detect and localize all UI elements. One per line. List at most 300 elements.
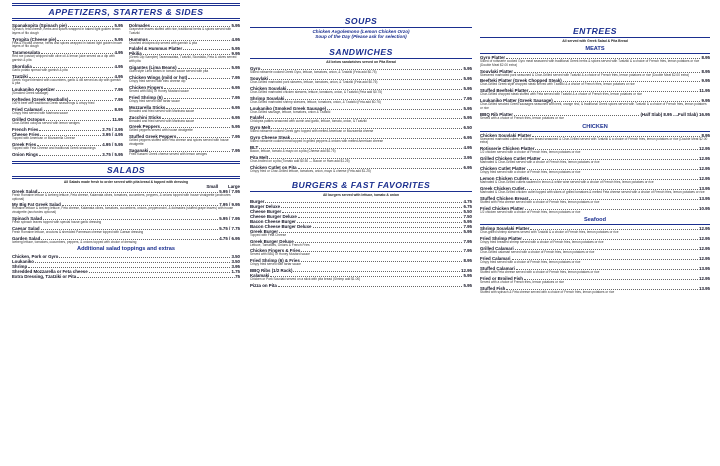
divider [12,3,240,6]
menu-item-desc: Served with BBQ or Honey Mustard sauce [250,252,310,257]
menu-item-desc: Char-Grilled Greek style chopped steak served with Tzatziki & a choice of French fries, lemon potatoes or rice [480,82,635,87]
menu-item-desc: Char-Grilled marinated shrimp skewers, lettuce, tomatoes, onion, & Tzatziki (Feta add $0.75) [250,99,381,104]
menu-item-name: Garden Salad [12,235,41,241]
soup-line-2: Soup of the Day (Please ask for selection) [315,34,407,39]
menu-item-desc: Fresh Romaine lettuce, croutons & shredded Parmesan cheese topped with Caesar dressing [12,229,144,234]
chicken-list [480,133,710,215]
menu-item-name: Chicken Cutlet Platter [480,165,526,171]
menu-item-desc: Fresh spinach leaves topped with special house garlic dressing [12,219,102,224]
menu-item-row [12,274,240,279]
menu-item-price: (Half Slab) 8.95 ....Full Slab) 16.95 [640,111,710,117]
menu-item-desc: 1/2 chicken served with a choice of French fries, lemon potatoes or rice [480,150,581,155]
leader-dots [281,207,462,208]
menu-item [250,106,472,115]
menu-item [12,202,240,214]
menu-item [250,239,472,248]
menu-item-desc: Topped with Feta Cheese [250,232,287,237]
menu-item-price: 5.95 [463,85,472,91]
menu-item [480,88,710,97]
menu-item-price: 12.95 [699,146,710,152]
menu-item [250,135,472,144]
menu-item [12,152,123,157]
menu-item-name: Stuffed Fish [480,285,506,291]
menu-item-row [12,152,123,157]
chicken-title: CHICKEN [582,123,608,130]
menu-item-desc: Crispy fried served with tartar sauce [250,262,301,267]
menu-item [129,134,240,146]
menu-item-desc: Marinated & Char-Grilled chicken cutlet topped with slices of grilled tomatoes & melted Feta cheese served with a choice of French fries, lemon potatoes or rice [480,189,705,194]
menu-item [480,186,710,195]
menu-item-name: Keftedes (Greek Meatballs) [12,97,69,103]
menu-item [129,85,240,94]
leader-dots [301,251,462,252]
menu-item-desc: Served with a choice of French fries, lemon potatoes or rice [480,279,564,284]
menu-item-name: Dolmades [129,23,150,28]
menu-item [250,165,472,174]
menu-item [480,112,710,121]
menu-item-desc: Served with a choice of French fries, lemon potatoes or rice [480,115,564,120]
menu-item [480,276,710,285]
menu-item-name: Onion Rings [12,151,39,157]
appetizers-title: APPETIZERS, STARTERS & SIDES [48,7,204,17]
menu-item-name: Pizza on Pita [250,283,277,289]
menu-item-name: BLT [250,145,259,151]
leader-dots [265,202,462,203]
menu-item-desc: Char-grilled shrimp skewers served with Tzatziki & a choice of French fries, lemon potatoes or rice [480,230,619,235]
menu-item-name: Gigantes (Lima Beans) [129,65,177,71]
seafood-title: Seafood [583,217,607,224]
menu-item-name: My Big Fat Greek Salad [12,202,61,208]
menu-item [129,95,240,104]
menu-item-name: Skordalia [12,63,32,69]
menu-item-name: Shrimp Souvlaki Platter [480,226,530,232]
menu-item-desc: 100% beef with traditional Greek seasonings & crispy fried [12,101,95,106]
menu-item-desc: Chickpea patties seasoned with cumin and garlic, lettuce, tomato, onion, & Tzatziki [250,119,367,124]
menu-item [480,146,710,155]
menu-item [12,236,240,245]
menu-item-price: 5.95 / 7.95 [219,188,240,194]
leader-dots [35,262,230,263]
menu-item-price: 7.95 [463,248,472,254]
menu-item-price: 3.50 [231,259,240,265]
menu-item [250,229,472,238]
menu-item-price: 12.95 [461,268,472,274]
menu-item-price: 5.95 [463,75,472,81]
menu-item [12,107,123,116]
menu-item-desc: Crushed chickpea dip served with garnish & pita [129,40,198,45]
menu-item [129,148,240,157]
menu-item-name: Stuffed Greek Peppers [129,134,177,140]
menu-item [250,273,472,282]
menu-item-price: 5.95 [463,273,472,279]
meats-title: MEATS [585,46,605,52]
sandwiches-list [250,66,472,174]
leader-dots [298,217,463,218]
leader-dots [188,78,230,79]
menu-item-price: 2.75 / 3.95 [102,126,123,132]
menu-item-price: 5.75 / 7.75 [219,225,240,231]
extras-title: Additional salad toppings and extras [77,246,175,253]
menu-item-name: Chicken, Pork or Gyro [12,254,59,260]
menu-item-name: Stuffed Calamari [480,265,515,271]
menu-item-price: 13.95 [699,265,710,271]
menu-item-price: 4.75 / 6.95 [219,235,240,241]
menu-item-desc: Bacon, lettuce, tomato & mayo on a pita (Cheese add $0.75) [250,149,336,154]
menu-item-price: 4.95 [231,36,240,42]
menu-item-name: Grilled Calamari [480,245,514,251]
menu-item-name: Stuffed Beefteki Platter [480,88,529,94]
entrees-note: All served with Greek Salad & Pita Bread [562,39,628,43]
leader-dots [39,155,101,156]
menu-item-desc: Chicken or Pork Souvlaki served on a stick with pita bread (Shrimp add $1.00) [250,277,361,282]
menu-item-name: Extra Dressing, Tzatziki or Pita [12,274,77,280]
menu-item-name: Grilled Chicken Cutlet Platter [480,156,541,162]
menu-item-price: 8.95 [463,258,472,264]
menu-item-price: 7.95 [231,94,240,100]
menu-item [480,256,710,265]
menu-item-desc: Grapevine leaves stuffed with rice, traditional herbs & spices served with Tzatziki [129,27,232,35]
menu-item-name: Kalamaki [250,273,270,279]
menu-item-price: 3.75 / 5.95 [102,151,123,157]
menu-item-name: Greek Burger [250,228,279,234]
menu-item-price: 13.95 [699,195,710,201]
menu-item-name: Burger Deluxe [250,203,281,209]
salads-list [12,189,240,245]
appetizers-grid [12,23,240,158]
entrees-title: ENTREES [572,26,618,36]
menu-item-name: Souvlaki Platter [480,68,513,74]
appetizers-right [129,23,240,158]
menu-item [12,23,123,35]
divider [12,176,240,179]
leader-dots [279,232,462,233]
menu-item-price: 5.95 [114,23,123,28]
menu-item-price: 7.95 [114,87,123,93]
menu-item-desc: Crispy fried or Char-Grilled lettuce, tomatoes, onion, mayo & cheese (Feta add $1.25) [250,168,371,173]
menu-item-desc: Romaine lettuce & iceberg lettuce, Feta cheese, Kalamata olives, tomatoes, cucumbers, onions, pepperoncini, & dolmades (stuffed grape leaves) with house vinaigrette (anchovies optional) [12,206,234,215]
menu-item-price: 7.50 [463,213,472,219]
burgers-title: BURGERS & FAST FAVORITES [291,179,431,190]
divider [12,161,240,164]
menu-item-price: 9.95 [231,51,240,57]
menu-item-price: 11.95 [112,116,123,122]
menu-item-desc: (Smoked Greek sausage) [12,91,49,96]
divider [480,53,710,54]
menu-item-desc: Char-Grilled octopus served with lemon wedges [12,120,80,125]
menu-item-desc: Iceberg lettuce, tomatoes, cucumbers, peppers, & onions topped with choice of dressing [12,239,137,244]
menu-item-price: 7.95 [114,97,123,103]
menu-item-name: Cheese Burger [250,208,282,214]
menu-item-price: 4.75 [463,198,472,204]
menu-item [12,64,123,73]
menu-item-name: Loukaniko Appetizer [12,87,56,93]
menu-item-name: Cheese Fries [12,131,40,137]
menu-item-name: Bacon Cheese Burger [250,218,296,224]
salads-title: SALADS [106,164,146,175]
menu-item [12,74,123,86]
menu-item [250,283,472,288]
menu-item-name: Tzatziki [12,73,28,79]
menu-item-name: Tyropita (Cheese pie) [12,36,57,42]
menu-item [12,132,123,141]
divider [480,131,710,132]
right-column [480,0,710,466]
menu-item [480,98,710,110]
leader-dots [59,257,230,258]
menu-item [250,66,472,75]
menu-item [480,176,710,185]
menu-item-desc: (Greek Dip Sampler) Taramosalata, Tzatziki, Skordalia, Feta & olives served with pita [129,55,237,64]
menu-item [250,86,472,95]
menu-item-desc: Sliced rotisserie cooked Greek Gyro, lettuce, tomatoes, onion, & Tzatziki (Feta add $0.75) [250,70,377,74]
menu-item-price: 5.95 [463,218,472,224]
menu-item-name: Chicken Fingers & Fries [250,248,301,254]
menu-item-price: 4.95 [114,73,123,79]
leader-dots [301,261,463,262]
menu-item-desc: Marinated & Char-Grilled served with a choice of French fries, lemon potatoes or rice [480,160,600,165]
menu-item-name: Bacon Cheese Burger Deluxe [250,223,312,229]
menu-item-price: 5.95 [114,36,123,42]
menu-item-price: 12.95 [699,226,710,232]
menu-item [480,196,710,205]
leader-dots [89,272,231,273]
menu-item-desc: Char-Grilled chopped steak stuffed with Feta served with Tzatziki & a choice of French fries, lemon potatoes or rice [480,92,642,97]
menu-item [12,216,240,225]
menu-item-desc: Breaded and fried served with Marinara sauce [129,108,195,113]
menu-item [480,226,710,235]
menu-item-name: Gyro Platter [480,55,506,60]
menu-item-desc: Char-Grilled marinated chicken skewers, lettuce, tomatoes, onion, & Tzatziki (Feta add $0.75) [250,89,383,94]
menu-item-price: 3.95 [463,155,472,161]
menu-item-price: 7.95 / 9.95 [219,202,240,208]
menu-item-price: 5.95 [463,105,472,111]
menu-item-name: Fried Shrimp (6) & Fries [250,258,300,264]
menu-item-price: 7.95 [231,74,240,80]
menu-item-name: Pikilia [129,51,142,57]
menu-item-desc: Greek Yogurt blended with cucumbers, garlic & dill served as dip with garnish & pita [12,77,121,86]
menu-item [480,55,710,67]
menu-item-price: 6.95 [231,114,240,120]
sandwiches-note: All below sandwiches served on Pita Bread [326,60,396,64]
menu-item-name: Chicken Fingers [129,84,164,90]
menu-item-name: Fried Chicken Platter [480,205,524,211]
menu-item-desc: Skewered marinated cubes of chicken breast seasoned & Char-Grilled served with Tzatziki & a choice of French fries, lemon potatoes or rice (Double Meat $2.00 extra) [480,136,708,145]
menu-item-desc: Red roe (caviar) whipped with olive oil & lemon juice served as a dip with garnish & pita [12,54,115,62]
menu-item [250,258,472,267]
menu-item-price: 3.50 [231,254,240,260]
menu-item-name: Loukaniko [12,259,34,265]
menu-item-name: Greek Fries [12,141,37,147]
menu-item-name: Hummus [129,36,148,42]
divider [480,224,710,225]
menu-item-name: Gyro [250,66,261,71]
menu-item-price: 12.95 [699,165,710,171]
menu-item [250,145,472,154]
menu-item-name: French Fries [12,126,39,132]
menu-item-price: 8.95 [701,55,710,60]
menu-item [129,75,240,84]
appetizers-left [12,23,123,158]
menu-item-price: 5.95 [463,66,472,71]
menu-item-desc: Spinach, feta cheese, herbs and spices wrapped in baked light golden brown layers of filo dough [12,27,121,35]
menu-item-desc: Stuffed with Feta cheese served with a choice of French fries, lemon potatoes or rice [480,199,600,204]
menu-item-desc: Sliced rotisserie cooked Greek gyro topped with melted American or Mozzarella cheese [250,129,374,134]
menu-item-price: 6.95 [463,164,472,170]
menu-item-price: 1.75 [231,269,240,275]
menu-item-desc: Topped with Feta Cheese and traditional Greek seasonings [12,145,96,150]
menu-item-desc: Char-Grilled sausage, lettuce, tomatoes, onion & Tzatziki [250,109,331,114]
sandwiches-title: SANDWICHES [329,47,393,57]
menu-item-name: Greek Chicken Cutlet [480,185,525,191]
menu-item-name: BBQ Ribs (1/2 Rack) [250,268,293,274]
menu-item-price: 5.95 [463,228,472,234]
salads-note: All Salads made fresh to order served with pita bread & topped with dressing [63,179,189,184]
menu-item-name: Cheese Burger Deluxe [250,213,297,219]
divider [12,18,240,21]
menu-item [129,115,240,124]
menu-item-price: 3.95 / 4.95 [102,131,123,137]
menu-item-name: Shredded Mozzarella or Feta cheese [12,269,88,275]
menu-item-name: Fried Calamari [480,255,511,261]
burgers-note: All burgers served with lettuce, tomato & onion [322,192,400,197]
menu-item-desc: Garlic potato spread with garnish & pita [12,67,68,72]
menu-item-name: Gyro Cheese Steak [250,135,291,141]
menu-item-name: Loukaniko Platter (Greek Sausage) [480,98,553,104]
menu-item [12,142,123,151]
menu-item-price: 6.95 [463,135,472,141]
menu-item-desc: Giant style Lima Beans in tomato sauce served with pita [129,69,209,74]
menu-item-price: 13.95 [699,285,710,291]
menu-item-desc: Crispy fried served with a choice of French fries, lemon potatoes or rice [480,169,581,174]
menu-item-desc: Breaded and fried served with Marinara sauce [129,118,195,123]
menu-item-price: 12.95 [699,245,710,251]
menu-item [12,97,123,106]
seafood-list [480,226,710,294]
menu-item-name: Taramosalata [12,50,40,56]
menu-item [12,87,123,96]
menu-item-name: Grilled Octopus [12,116,45,122]
menu-item [12,50,123,62]
menu-item [129,105,240,114]
menu-item-name: Pita Melt [250,155,269,161]
menu-item-name: Fried Calamari [12,107,43,113]
menu-item-desc: Skewered marinated pork seasoned & Char-Grilled served with Tzatziki & a choice of French fries, lemon potatoes or rice (Double Meat $2.00 extra) [480,72,689,77]
divider [250,27,472,28]
menu-item [480,236,710,245]
menu-item-price: 6.95 [231,104,240,110]
menu-item-price: 6.50 [463,125,472,131]
menu-item [250,155,472,164]
menu-item-price: 7.95 [463,238,472,244]
menu-item [480,286,710,295]
menu-item [480,246,710,255]
menu-item [129,37,240,46]
menu-item-desc: Stuffed with Feta cheese served with a choice of French fries, lemon potatoes or rice [480,269,600,274]
menu-item-desc: Crispy fried served with bleu cheese dip [129,78,186,83]
menu-item-name: Chicken Souvlaki Platter [480,132,532,138]
leader-dots [28,267,230,268]
menu-item-price: 5.95 [231,23,240,28]
menu-item-desc: Lettuce, Tomatoes, Onions & French Fries [250,242,310,247]
menu-item [250,96,472,105]
menu-item-desc: Feta & Ricotta cheese, herbs and spices wrapped in baked light golden brown layers of filo dough [12,40,123,49]
menu-item [250,248,472,257]
menu-item-desc: 1/2 chicken served with a choice of French fries, lemon potatoes or rice [480,209,581,214]
menu-item-desc: Sliced of rotisserie cooked Gyro meat seasoned with traditional Greek herbs & spices served with Tzatziki & a choice of French fries, lemon potatoes or rice (Double Meat $2.00 extra) [480,59,700,67]
leader-dots [297,222,463,223]
menu-item-name: Greek Burger Deluxe [250,238,294,244]
leader-dots [295,242,463,243]
soup-line-1: Chicken Avgolemono (Lemon Chicken Orzo) [312,29,410,34]
leader-dots [313,227,463,228]
divider [480,37,710,38]
menu-item-name: Souvlaki [250,75,269,81]
menu-item-name: Beefteki Platter (Greek Chopped Steak) [480,78,562,84]
leader-dots [293,271,460,272]
menu-item-name: Greek Salad [12,188,38,194]
menu-item [480,266,710,275]
menu-item-price: 5.95 / 7.95 [219,215,240,221]
menu-item-price: 7.95 [463,95,472,101]
extras-list [12,254,240,279]
menu-item-desc: Served with BBQ or Honey Mustard sauce [129,88,189,93]
menu-item [129,65,240,74]
menu-item [480,78,710,87]
menu-item-name: Mozzarella Sticks [129,104,166,110]
divider [250,58,472,59]
menu-item [480,156,710,165]
leader-dots [282,212,462,213]
menu-item-price: 12.95 [699,255,710,261]
menu-item-desc: Char-Grilled smoked Greek sausages seasoned with leek, orange rind, & traditional Greek spices served with Tzatziki & a choice of French fries, lemon potatoes or rice [480,102,707,110]
soups-title: SOUPS [344,16,378,26]
leader-dots [278,286,463,287]
menu-item-desc: Crispy fried served with tartar sauce [129,98,180,103]
menu-item-price: 6.95 [231,84,240,90]
menu-item [12,226,240,235]
menu-item-price: 7.95 [231,147,240,153]
menu-item-price: 9.95 [701,98,710,104]
menu-item-desc: Grilled peppers served with house vinaigrette [129,128,193,133]
menu-item [12,37,123,49]
menu-item-price: 4.95 [114,63,123,69]
menu-item-price: 5.95 [463,283,472,289]
menu-item [129,23,240,35]
menu-item-price: 4.95 [463,145,472,151]
menu-item-desc: Fresh Romaine lettuce & iceberg lettuce, Feta cheese, Kalamata olives, tomatoes, cucumbers, peppers, & onions topped with house vinaigrette (anchovies optional) [12,192,231,201]
menu-item [12,189,240,201]
menu-item [129,124,240,133]
burgers-list [250,199,472,288]
menu-item-desc: Marinated & Char-Grilled cutlets sauteed in lemon & white wine served with a choice of French fries, lemon potatoes or rice [480,179,654,184]
menu-item-price: 5.95 [231,46,240,52]
menu-item-price: 9.95 [701,78,710,84]
menu-item-desc: Crispy fried served with Marinara sauce [12,111,68,116]
menu-item-desc: Sliced rotisserie cooked meat topped in grilled peppers & onions with melted American cheese [250,139,384,144]
menu-item [250,125,472,134]
menu-item-price: .75 [233,274,240,280]
menu-item-desc: Grilled peppers stuffed with Feta cheese and spices served with house vinaigrette [129,138,229,147]
menu-item-name: Shrimp [12,264,28,270]
menu-item-price: 7.95 [463,223,472,229]
menu-item-price: 7.95 [231,134,240,140]
menu-item-price: 4.95 / 5.95 [102,141,123,147]
menu-item [480,133,710,145]
menu-item-price: 10.95 [699,205,710,211]
menu-item [480,166,710,175]
menu-item-name: Burger [250,198,265,204]
menu-item-price: 5.50 [463,208,472,214]
